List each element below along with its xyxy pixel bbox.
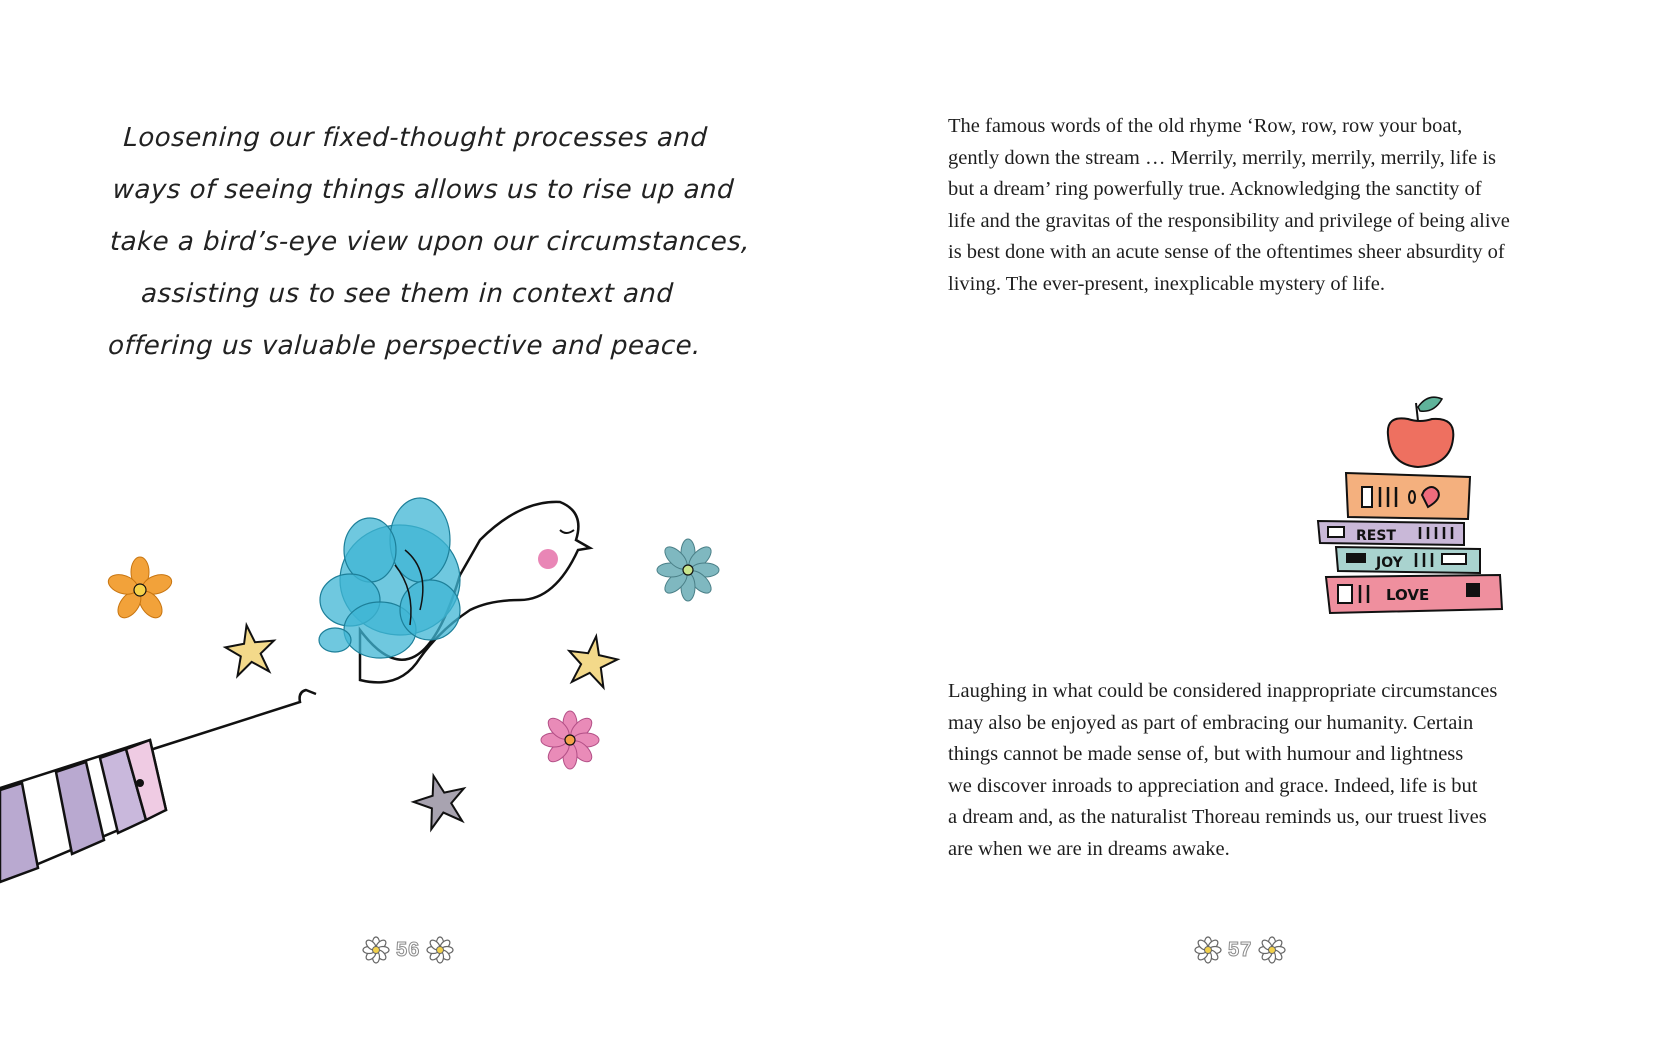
quote-line: offering us valuable perspective and peace. [107,331,702,361]
text-line: living. The ever-present, inexplicable mystery of life. [948,272,1385,295]
quote-line: ways of seeing things allows us to rise up and [111,175,735,205]
text-line: life and the gravitas of the responsibility and privilege of being alive [948,209,1510,232]
text-line: but a dream’ ring powerfully true. Acknowledging the sanctity of [948,178,1482,200]
daisy-flower-icon [1258,936,1286,964]
striped-kite [0,740,166,882]
quote-line: Loosening our fixed-thought processes and [122,123,709,153]
book-teal [1336,547,1480,573]
page-number-57 [1194,935,1286,965]
book-label-love: LOVE [1386,586,1430,604]
pink-flower [541,711,599,769]
text-line: may also be enjoyed as part of embracing our humanity. Certain [948,711,1474,734]
book-lilac [1318,521,1464,545]
text-line: gently down the stream … Merrily, merrily, merrily, merrily, life is [948,146,1497,169]
text-line: we discover inroads to appreciation and grace. Indeed, life is but [948,774,1478,797]
swan-kite-illustration [0,440,826,900]
swan-cheek [538,549,558,569]
yellow-star-right [564,632,621,689]
book-orange [1346,473,1470,519]
left-page [0,0,826,1045]
text-line: things cannot be made sense of, but with humour and lightness [948,743,1464,765]
text-line: The famous words of the old rhyme ‘Row, row, row your boat, [948,115,1463,137]
grey-star [408,769,471,832]
page-number-text: 56 [396,938,421,961]
quote-line: assisting us to see them in context and [140,279,675,309]
text-line: a dream and, as the naturalist Thoreau reminds us, our truest lives [948,806,1487,828]
book-stack-illustration [1308,395,1518,625]
orange-flower [106,557,174,622]
text-line: is best done with an acute sense of the oftentimes sheer absurdity of [948,241,1505,263]
text-line: are when we are in dreams awake. [948,837,1230,860]
daisy-flower-icon [1194,936,1222,964]
text-line: Laughing in what could be considered inappropriate circumstances [948,680,1498,702]
book-pink [1326,575,1502,613]
page-number-56 [362,935,454,965]
handwritten-quote [103,112,751,372]
book-label-joy: JOY [1376,555,1403,571]
paragraph-1 [948,111,1548,300]
apple [1388,397,1454,467]
page-number-text: 57 [1228,938,1253,961]
kite-string [150,690,316,750]
yellow-star-left [223,622,278,677]
teal-flower [657,539,719,601]
book-label-rest: REST [1356,528,1396,544]
daisy-flower-icon [362,936,390,964]
right-page [826,0,1653,1045]
paragraph-2 [948,676,1548,865]
swan-feathers [319,498,460,658]
daisy-flower-icon [426,936,454,964]
quote-line: take a bird’s-eye view upon our circumstances, [109,227,751,257]
